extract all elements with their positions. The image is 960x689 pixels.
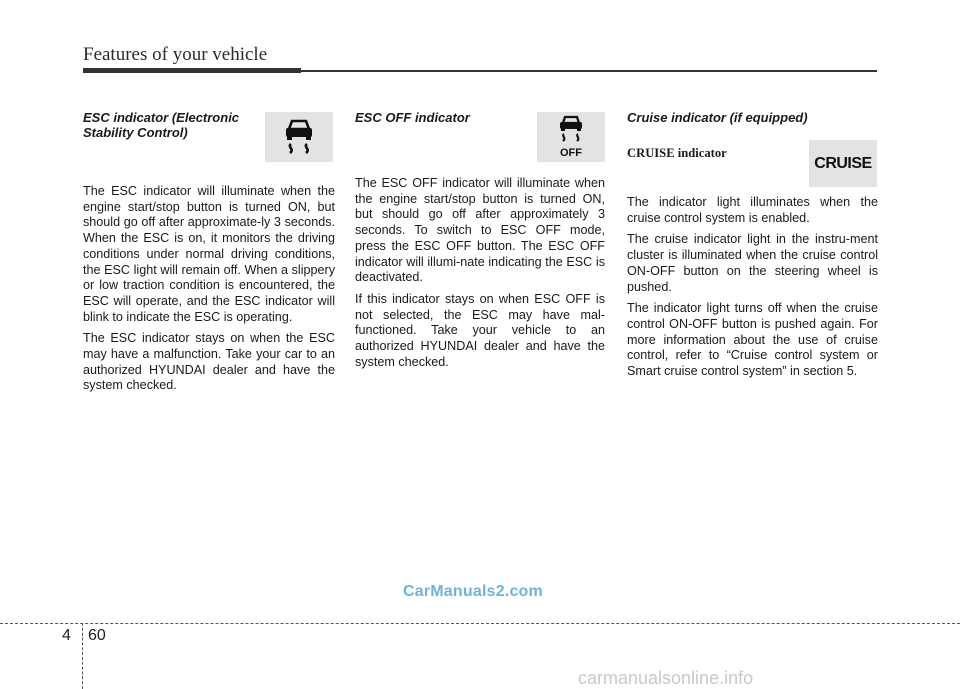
cruise-paragraph: The indicator light turns off when the cruise control ON-OFF button is pushed again. For more information about the use of cruise control, refer to “Cruise control system or Smart cruise control system” in section 5. — [627, 301, 878, 379]
footer-vertical-divider — [82, 623, 83, 689]
esc-off-icon-text: OFF — [560, 147, 582, 159]
footer-site-watermark: carmanualsonline.info — [578, 668, 754, 688]
cruise-section — [627, 110, 878, 125]
cruise-paragraph: The indicator light illuminates when the cruise control system is enabled. — [627, 195, 878, 225]
cruise-heading: Cruise indicator (if equipped) — [627, 110, 808, 125]
header-bar — [83, 68, 301, 73]
page-header-title: Features of your vehicle — [83, 44, 268, 65]
section-number: 4 — [62, 627, 71, 644]
cruise-paragraph: The cruise indicator light in the instru-ment cluster is illuminated when the cruise control ON-OFF button on the steering wheel is pushed. — [627, 232, 878, 294]
esc-off-warning-icon — [537, 112, 605, 162]
esc-off-paragraph: The ESC OFF indicator will illuminate when the engine start/stop button is turned ON, but should go off after approximately 3 seconds. To switch to ESC OFF mode, press the ESC OFF button. The ESC OFF indicator will illumi-nate indicating the ESC is deactivated. — [355, 176, 605, 285]
esc-off-heading: ESC OFF indicator — [355, 110, 470, 125]
page-number: 60 — [88, 627, 106, 644]
esc-heading: ESC indicator (Electronic Stability Control) — [83, 110, 240, 140]
watermark-link[interactable]: CarManuals2.com — [403, 583, 543, 600]
esc-paragraph: The ESC indicator stays on when the ESC may have a malfunction. Take your car to an authorized HYUNDAI dealer and have the system checked. — [83, 331, 335, 393]
cruise-body — [627, 195, 878, 386]
cruise-indicator-icon — [809, 140, 877, 187]
cruise-icon-text: CRUISE — [814, 154, 872, 172]
esc-off-paragraph: If this indicator stays on when ESC OFF is not selected, the ESC may have mal-functioned. Take your vehicle to an authorized HYUNDAI dealer and have the system checked. — [355, 291, 605, 369]
cruise-indicator-label: CRUISE indicator — [627, 146, 727, 160]
footer-divider — [0, 623, 960, 624]
header-rule — [301, 70, 877, 72]
esc-paragraph: The ESC indicator will illuminate when the engine start/stop button is turned ON, but should go off after approximate-ly 3 seconds. When the ESC is on, it monitors the driving conditions under normal driving conditions, the ESC light will remain off. When a slippery or low traction condition is encountered, the ESC will operate, and the ESC indicator will blink to indicate the ESC is operating. — [83, 184, 335, 324]
esc-warning-icon — [265, 112, 333, 162]
